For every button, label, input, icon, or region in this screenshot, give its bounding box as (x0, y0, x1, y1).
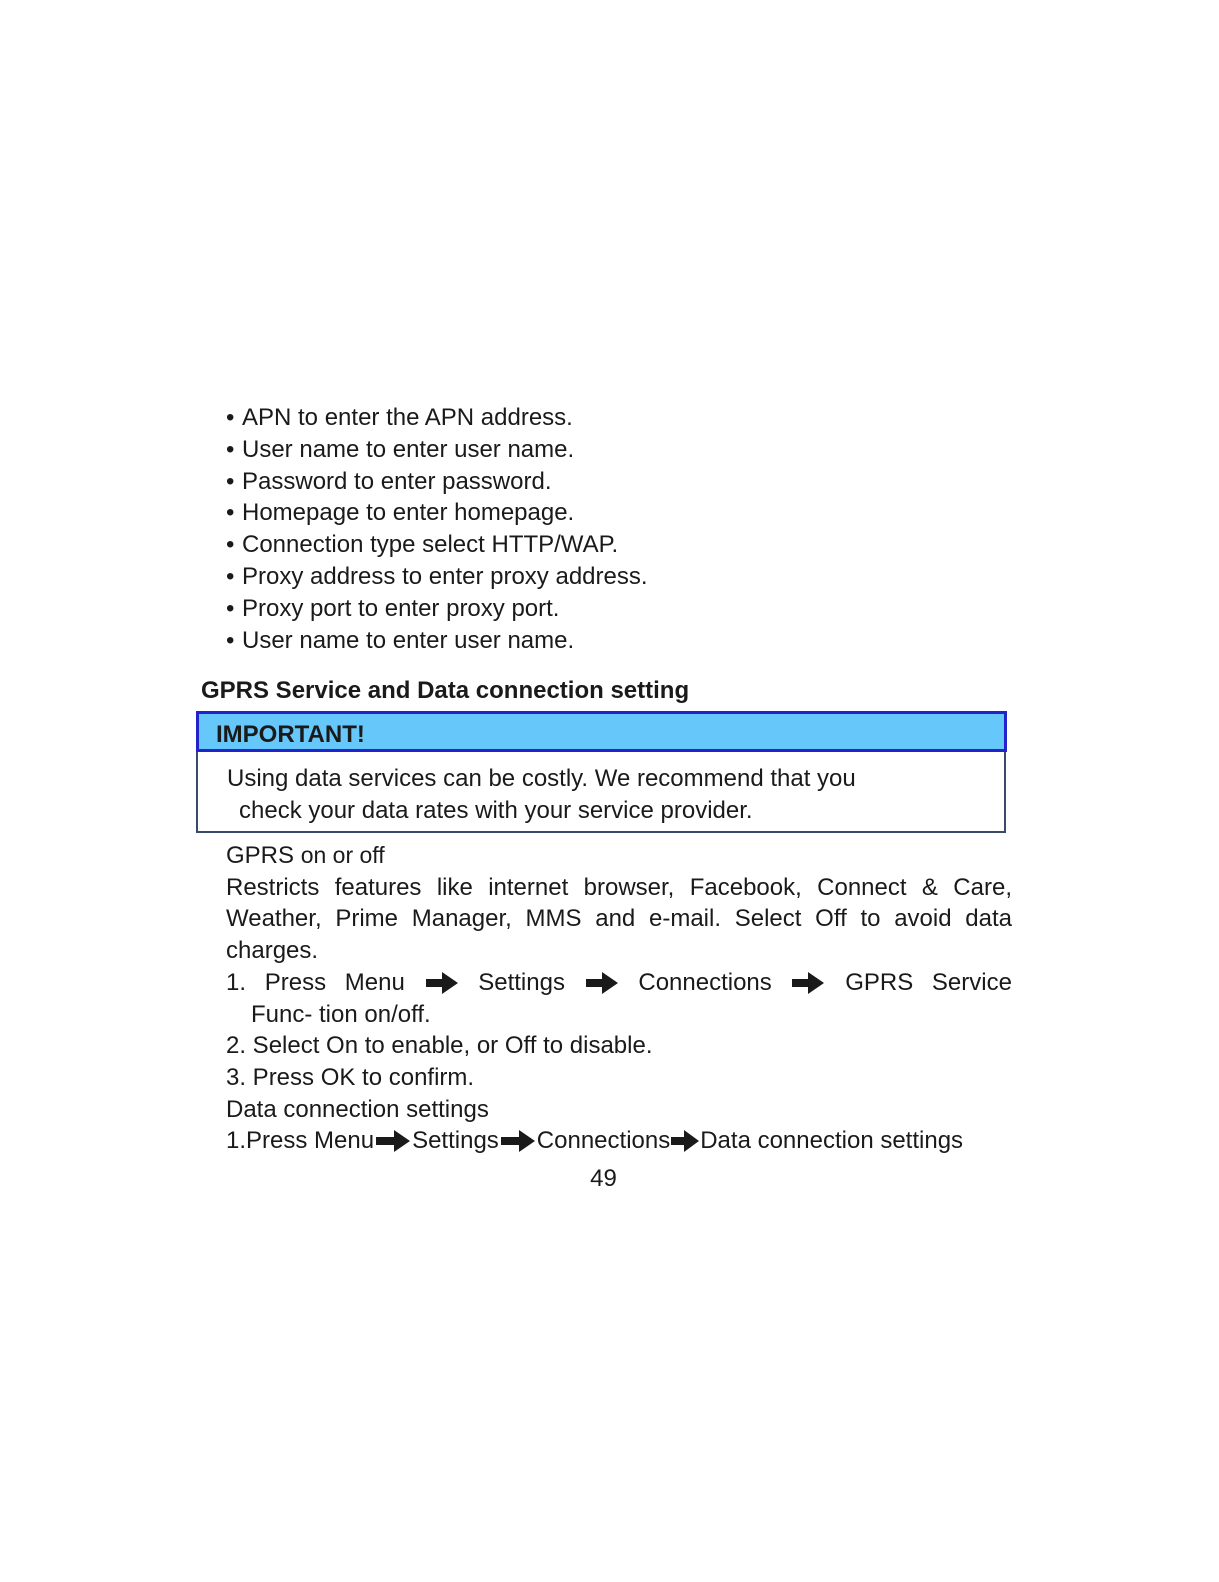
path-item: Connections (638, 968, 772, 996)
path-item: Data connection settings (700, 1127, 964, 1155)
page-number (0, 1165, 1219, 1193)
list-item (226, 529, 648, 561)
list-item (226, 625, 648, 657)
list-item (226, 402, 648, 434)
page-number-text: 49 (590, 1165, 617, 1192)
bullet-icon: • (226, 499, 235, 527)
settings-bullet-list (226, 402, 648, 656)
notice-text (227, 763, 856, 827)
list-item-text: User name to enter user name. (242, 626, 575, 654)
bullet-icon: • (226, 435, 235, 463)
important-notice (196, 711, 1007, 833)
path-item: Press (264, 968, 327, 996)
list-item-text: Homepage to enter homepage. (242, 499, 575, 527)
list-item (226, 434, 648, 466)
path-item: Service (931, 968, 1012, 996)
notice-line: check your data rates with your service provider. (239, 797, 753, 824)
step-number: 1. (226, 968, 247, 996)
gprs-section (226, 840, 1012, 1157)
gprs-title (226, 840, 1012, 872)
path-item: Settings (412, 1127, 499, 1155)
path-item: 1.Press Menu (226, 1127, 375, 1155)
section-heading: GPRS Service and Data connection setting (201, 677, 690, 704)
notice-header (196, 711, 1007, 752)
list-item-text: Password to enter password. (242, 467, 552, 495)
bullet-icon: • (226, 467, 235, 495)
notice-line: Using data services can be costly. We recommend that you (227, 765, 856, 792)
right-arrow-icon (790, 970, 826, 996)
right-arrow-icon (424, 970, 460, 996)
gprs-step-1-cont: Func- tion on/off. (251, 1000, 431, 1028)
path-item: Menu (344, 968, 405, 996)
gprs-step-3: 3. Press OK to confirm. (226, 1063, 475, 1091)
bullet-icon: • (226, 562, 235, 590)
gprs-description: Restricts features like internet browser, Facebook, Connect & Care, Weather, Prime Manager, MMS and e-mail. Select Off to avoid data charges. (226, 873, 1012, 965)
bullet-icon: • (226, 594, 235, 622)
list-item-text: User name to enter user name. (242, 435, 575, 463)
right-arrow-icon (670, 1128, 700, 1154)
list-item-text: Connection type select HTTP/WAP. (242, 531, 619, 559)
list-item-text: APN to enter the APN address. (242, 404, 573, 431)
notice-title: IMPORTANT! (216, 721, 365, 748)
list-item-text: Proxy address to enter proxy address. (242, 562, 648, 590)
data-connection-title: Data connection settings (226, 1095, 489, 1123)
bullet-icon: • (226, 626, 235, 654)
gprs-step-2: 2. Select On to enable, or Off to disable. (226, 1032, 653, 1060)
gprs-title-a: GPRS (226, 842, 295, 869)
gprs-title-b: on or off (300, 842, 385, 868)
list-item (226, 497, 648, 529)
list-item (226, 593, 648, 625)
list-item-text: Proxy port to enter proxy port. (242, 594, 560, 622)
right-arrow-icon (499, 1128, 537, 1154)
path-item: Settings (478, 968, 565, 996)
list-item (226, 561, 648, 593)
path-item: GPRS (845, 968, 914, 996)
right-arrow-icon (584, 970, 620, 996)
gprs-step-1 (226, 967, 1012, 999)
path-item: Connections (536, 1127, 671, 1155)
right-arrow-icon (374, 1128, 412, 1154)
bullet-icon: • (226, 404, 235, 431)
bullet-icon: • (226, 531, 235, 559)
list-item (226, 466, 648, 498)
data-connection-step-1 (226, 1125, 1012, 1157)
notice-body (196, 752, 1006, 833)
